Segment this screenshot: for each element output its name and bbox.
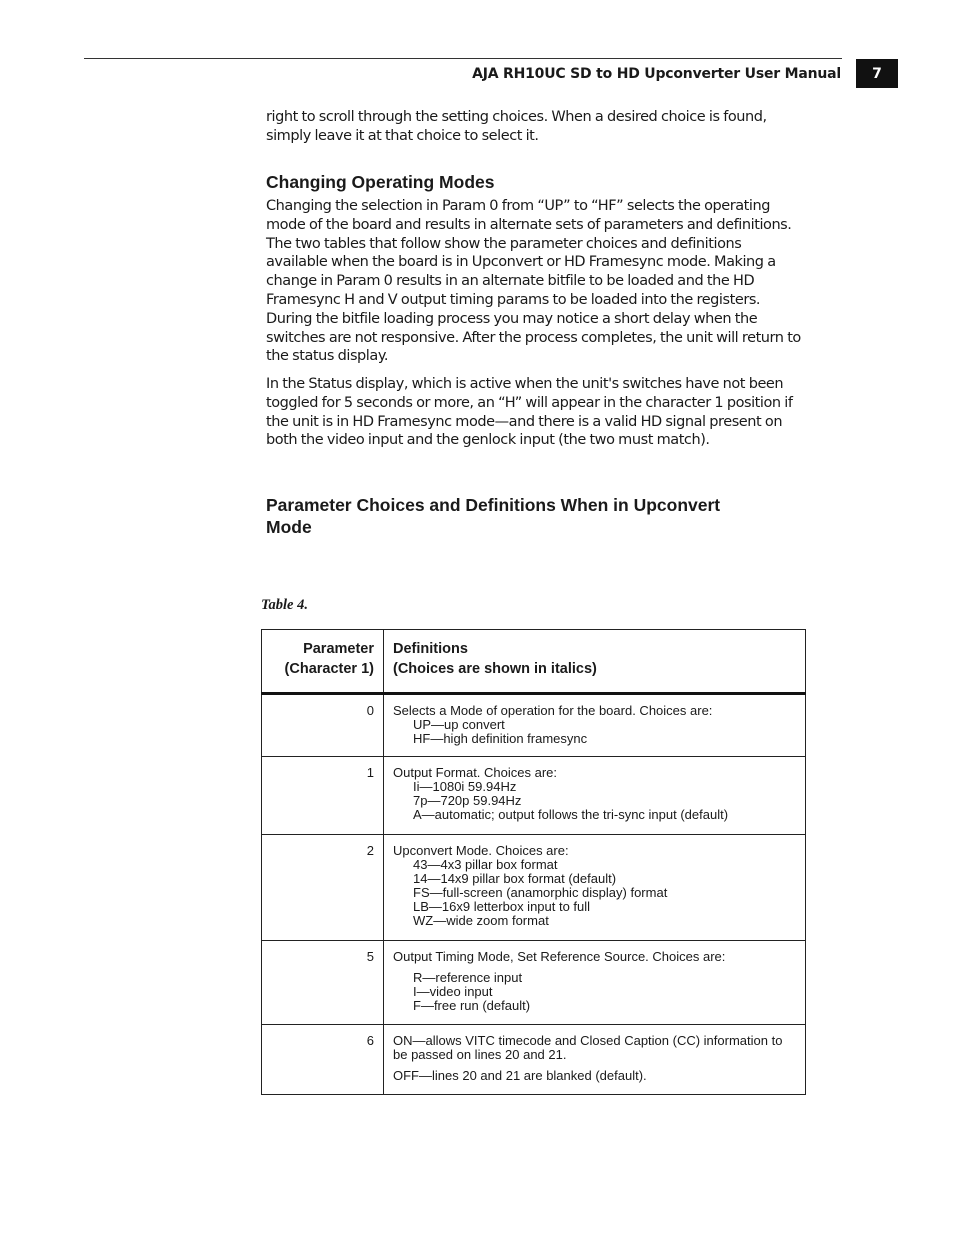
choice-item: A—automatic; output follows the tri-sync input (default) xyxy=(413,807,729,822)
definition-text: Selects a Mode of operation for the board. Choices are: xyxy=(393,703,713,718)
definition-cell xyxy=(384,694,806,757)
param-cell: 0 xyxy=(262,694,384,757)
choice-item: 43—4x3 pillar box format xyxy=(413,857,558,872)
header-parameter-line1: Parameter xyxy=(303,641,374,657)
definition-text: Upconvert Mode. Choices are: xyxy=(393,843,569,858)
header-definitions-line1: Definitions xyxy=(393,641,468,657)
choice-item: FS—full-screen (anamorphic display) format xyxy=(413,885,668,900)
choice-item: HF—high definition framesync xyxy=(413,731,588,746)
param-cell: 5 xyxy=(262,941,384,1025)
table-row xyxy=(262,1025,806,1095)
choice-item: Ii—1080i 59.94Hz xyxy=(413,779,517,794)
running-header-title: AJA RH10UC SD to HD Upconverter User Manual xyxy=(472,66,841,82)
choice-item: I—video input xyxy=(413,984,493,999)
definition-cell xyxy=(384,757,806,835)
param-cell: 1 xyxy=(262,757,384,835)
page-number: 7 xyxy=(856,59,898,88)
section-heading-upconvert-params: Parameter Choices and Definitions When in Upconvert Mode xyxy=(266,495,721,537)
choice-item: 7p—720p 59.94Hz xyxy=(413,793,522,808)
table-row xyxy=(262,694,806,757)
table-row xyxy=(262,757,806,835)
definition-text: ON—allows VITC timecode and Closed Caption (CC) information to be passed on lines 20 and 21. xyxy=(393,1033,783,1062)
table-caption: Table 4. xyxy=(261,597,308,613)
intro-paragraph: right to scroll through the setting choices. When a desired choice is found, simply leave it at that choice to select it. xyxy=(266,109,767,144)
header-rule xyxy=(84,58,842,59)
definition-cell xyxy=(384,941,806,1025)
definition-text: Output Format. Choices are: xyxy=(393,765,558,780)
table-row xyxy=(262,835,806,941)
header-definitions xyxy=(384,630,806,694)
header-parameter xyxy=(262,630,384,694)
definition-cell xyxy=(384,1025,806,1095)
table-header-row xyxy=(262,630,806,694)
choice-item: LB—16x9 letterbox input to full xyxy=(413,899,591,914)
section1-paragraph-2: In the Status display, which is active when the unit's switches have not been toggled for 5 seconds or more, an “H” will appear in the character 1 position if the unit is in HD Framesync mode—and there is a valid HD signal present on both the video input and the genlock input (the two must match). xyxy=(266,376,793,449)
choice-item: 14—14x9 pillar box format (default) xyxy=(413,871,617,886)
header-definitions-line2: (Choices are shown in italics) xyxy=(393,660,597,677)
definition-text: Output Timing Mode, Set Reference Source. Choices are: xyxy=(393,949,726,964)
section-heading-changing-modes: Changing Operating Modes xyxy=(266,172,495,192)
section1-paragraph-1: Changing the selection in Param 0 from “UP” to “HF” selects the operating mode of the board and results in alternate sets of parameters and definitions. The two tables that follow show the parameter choices and definitions available when the board is in Upconvert or HD Framesync mode. Making a change in Param 0 results in an alternate bitfile to be loaded and the HD Framesync H and V output timing params to be loaded into the registers. During the bitfile loading process you may notice a short delay when the switches are not responsive. After the process completes, the unit will return to the status display. xyxy=(266,198,801,365)
choice-item: F—free run (default) xyxy=(413,998,531,1013)
choice-item: UP—up convert xyxy=(413,717,505,732)
param-cell: 2 xyxy=(262,835,384,941)
choice-item: R—reference input xyxy=(413,970,523,985)
definition-cell xyxy=(384,835,806,941)
header-parameter-line2: (Character 1) xyxy=(284,660,374,677)
choice-item: WZ—wide zoom format xyxy=(413,913,549,928)
param-cell: 6 xyxy=(262,1025,384,1095)
definition-text-2: OFF—lines 20 and 21 are blanked (default). xyxy=(393,1068,647,1083)
parameter-table xyxy=(261,629,806,1095)
table-row xyxy=(262,941,806,1025)
